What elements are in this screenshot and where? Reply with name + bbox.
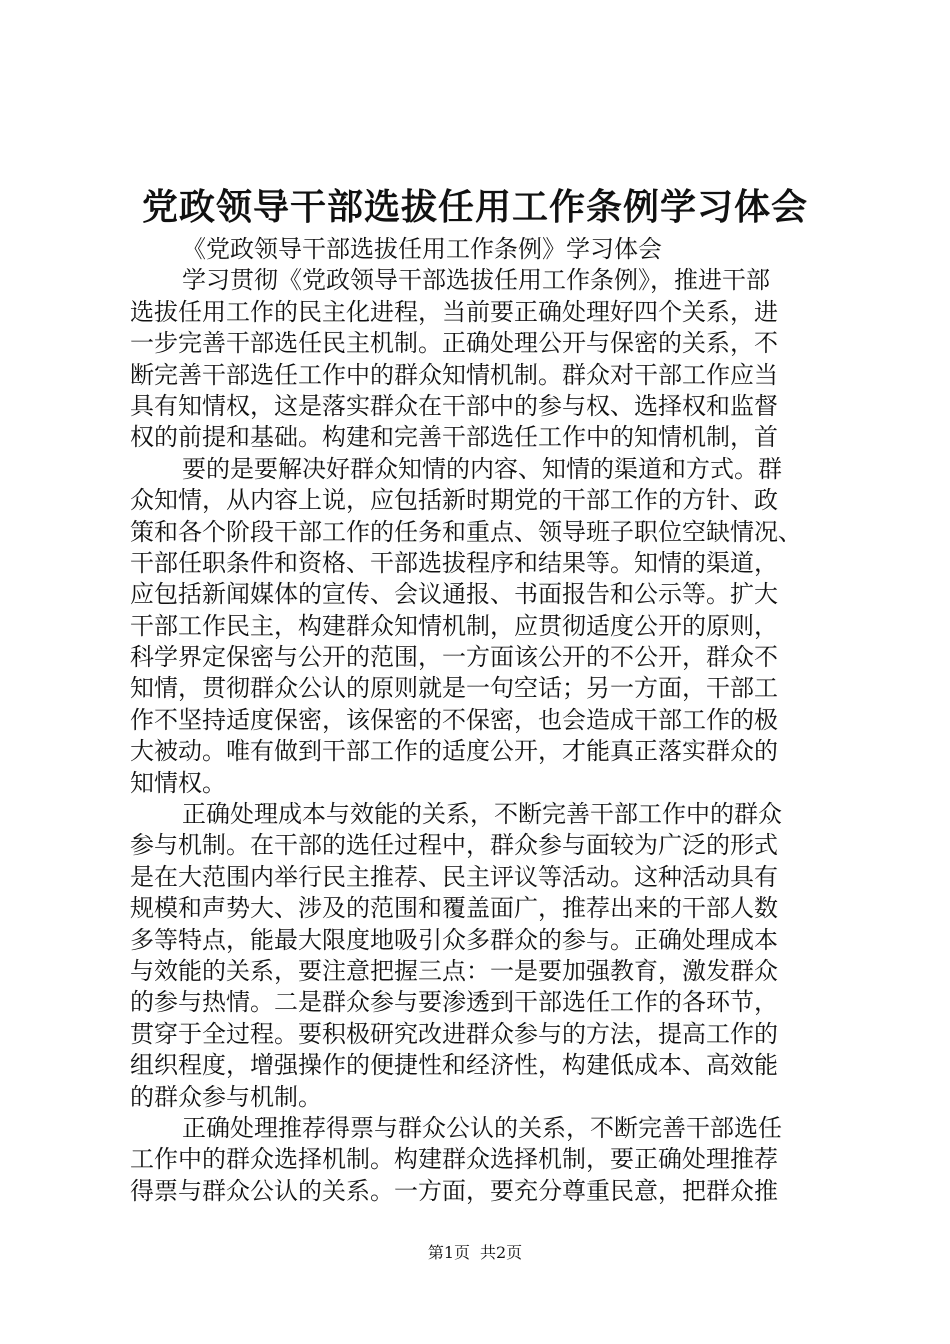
text-line: 选拔任用工作的民主化进程，当前要正确处理好四个关系，进 — [130, 297, 778, 326]
text-line: 《党政领导干部选拔任用工作条例》学习体会 — [182, 235, 662, 263]
text-line: 众知情，从内容上说，应包括新时期党的干部工作的方针、政 — [130, 486, 778, 515]
text-line: 策和各个阶段干部工作的任务和重点、领导班子职位空缺情况、 — [130, 517, 802, 546]
page-number-current: 第1页 — [427, 1243, 470, 1262]
text-line: 正确处理成本与效能的关系，不断完善干部工作中的群众 — [182, 800, 782, 829]
text-line: 是在大范围内举行民主推荐、民主评议等活动。这种活动具有 — [130, 862, 778, 891]
text-line: 工作中的群众选择机制。构建群众选择机制，要正确处理推荐 — [130, 1145, 778, 1174]
page-number-total: 共2页 — [480, 1243, 523, 1262]
text-line: 一步完善干部选任民主机制。正确处理公开与保密的关系，不 — [130, 329, 778, 358]
text-line: 正确处理推荐得票与群众公认的关系，不断完善干部选任 — [182, 1113, 782, 1142]
text-line: 组织程度，增强操作的便捷性和经济性，构建低成本、高效能 — [130, 1051, 778, 1080]
text-line: 作不坚持适度保密，该保密的不保密，也会造成干部工作的极 — [130, 705, 778, 734]
page-footer — [0, 1242, 950, 1264]
text-line: 多等特点，能最大限度地吸引众多群众的参与。正确处理成本 — [130, 925, 778, 954]
document-title: 党政领导干部选拔任用工作条例学习体会 — [141, 186, 808, 228]
text-line: 权的前提和基础。构建和完善干部选任工作中的知情机制，首 — [130, 423, 778, 452]
text-line: 要的是要解决好群众知情的内容、知情的渠道和方式。群 — [182, 454, 782, 483]
text-line: 与效能的关系，要注意把握三点：一是要加强教育，激发群众 — [130, 956, 778, 985]
text-line: 贯穿于全过程。要积极研究改进群众参与的方法，提高工作的 — [130, 1019, 778, 1048]
text-line: 干部任职条件和资格、干部选拔程序和结果等。知情的渠道， — [130, 548, 778, 577]
text-line: 大被动。唯有做到干部工作的适度公开，才能真正落实群众的 — [130, 737, 778, 766]
document-body — [130, 234, 830, 1207]
text-line: 的群众参与机制。 — [130, 1082, 322, 1111]
text-line: 的参与热情。二是群众参与要渗透到干部选任工作的各环节， — [130, 988, 778, 1017]
text-line: 科学界定保密与公开的范围，一方面该公开的不公开，群众不 — [130, 643, 778, 672]
text-line: 应包括新闻媒体的宣传、会议通报、书面报告和公示等。扩大 — [130, 580, 778, 609]
text-line: 知情，贯彻群众公认的原则就是一句空话；另一方面，干部工 — [130, 674, 778, 703]
text-line: 规模和声势大、涉及的范围和覆盖面广，推荐出来的干部人数 — [130, 894, 778, 923]
text-line: 参与机制。在干部的选任过程中，群众参与面较为广泛的形式 — [130, 831, 778, 860]
text-line: 得票与群众公认的关系。一方面，要充分尊重民意，把群众推 — [130, 1176, 778, 1205]
text-line: 学习贯彻《党政领导干部选拔任用工作条例》，推进干部 — [182, 266, 770, 295]
text-line: 断完善干部选任工作中的群众知情机制。群众对干部工作应当 — [130, 360, 778, 389]
text-line: 干部工作民主，构建群众知情机制，应贯彻适度公开的原则， — [130, 611, 778, 640]
text-line: 知情权。 — [130, 768, 226, 797]
text-line: 具有知情权，这是落实群众在干部中的参与权、选择权和监督 — [130, 391, 778, 420]
